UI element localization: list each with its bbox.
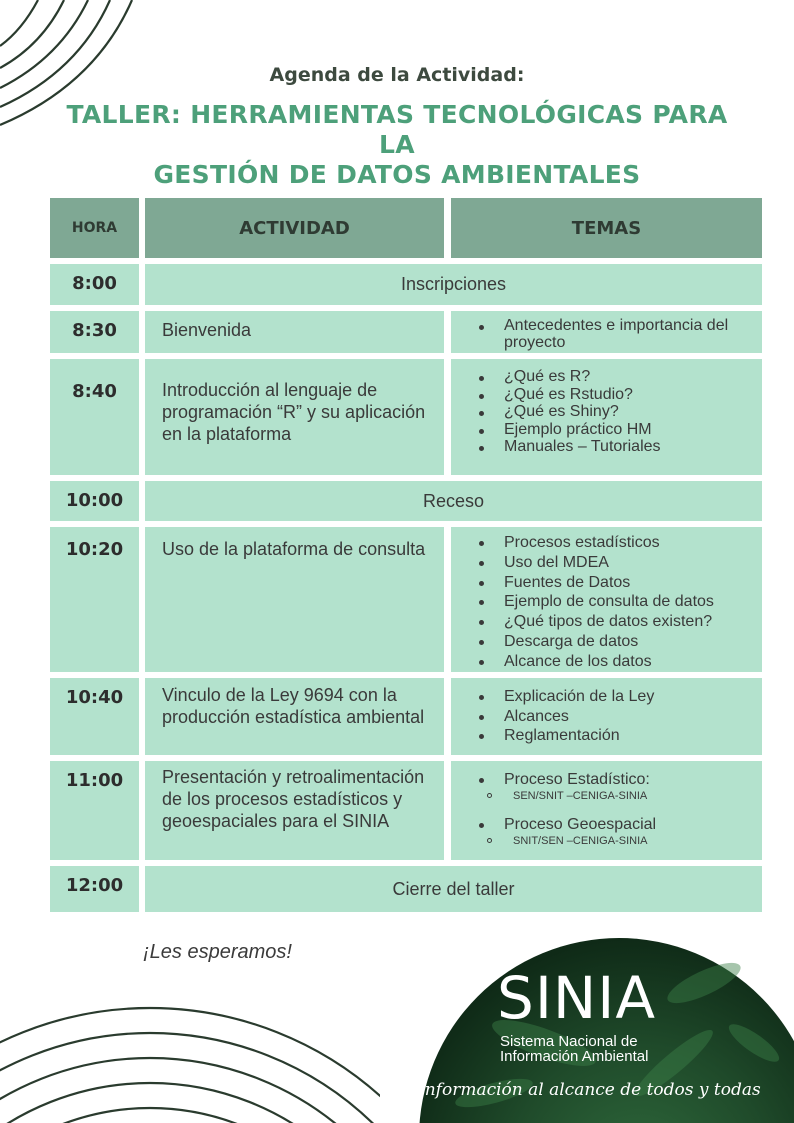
tema-item: Antecedentes e importancia del proyecto [475,317,756,351]
tema-item: Proceso Geoespacial [475,815,756,834]
logo-subtitle-line-1: Sistema Nacional de [500,1033,638,1050]
column-header-actividad-label: ACTIVIDAD [239,217,350,239]
temas-cell [451,311,762,353]
tema-item: Fuentes de Datos [475,573,756,593]
temas-cell [451,359,762,475]
actividad-cell: Uso de la plataforma de consulta [145,527,444,672]
span-cell-label: Receso [422,490,485,511]
tema-item: ¿Qué es Rstudio? [475,386,756,404]
hora-cell: 8:30 [50,311,139,353]
column-header-temas [451,198,762,258]
slogan: Información al alcance de todos y todas [418,1080,761,1100]
tema-item: Uso del MDEA [475,553,756,573]
hora-cell: 12:00 [50,866,139,912]
tema-item: Descarga de datos [475,632,756,652]
hora-cell: 11:00 [50,761,139,860]
actividad-cell: Introducción al lenguaje de programación “R” y su aplicación en la plataforma [145,359,444,475]
column-header-hora [50,198,139,258]
hora-cell: 10:20 [50,527,139,672]
logo-subtitle-line-2: Información Ambiental [500,1048,649,1065]
title-line-1: TALLER: HERRAMIENTAS TECNOLÓGICAS PARA LA [66,100,728,159]
span-cell [145,264,762,305]
hora-cell: 8:40 [50,359,139,475]
hora-cell: 8:00 [50,264,139,305]
hora-cell: 10:40 [50,678,139,755]
tema-item: Alcances [475,707,756,727]
span-cell [145,866,762,912]
tema-item: ¿Qué es Shiny? [475,403,756,421]
temas-cell [451,761,762,860]
tema-item: ¿Qué tipos de datos existen? [475,612,756,632]
tema-item: Procesos estadísticos [475,533,756,553]
tema-subitem: SNIT/SEN –CENIGA-SINIA [475,834,756,848]
tema-item: Ejemplo práctico HM [475,421,756,439]
tema-item: Manuales – Tutoriales [475,438,756,456]
agenda-subtitle: Agenda de la Actividad: [269,64,525,86]
title-line-2: GESTIÓN DE DATOS AMBIENTALES [153,160,641,189]
sinia-logo-subtitle [500,1034,648,1064]
tema-item: Alcance de los datos [475,652,756,672]
tema-item: Reglamentación [475,726,756,746]
actividad-cell: Bienvenida [145,311,444,353]
span-cell-label: Cierre del taller [392,878,515,899]
sinia-logo: SINIA [497,964,657,1032]
tema-subitem: SEN/SNIT –CENIGA-SINIA [475,789,756,803]
hora-cell: 10:00 [50,481,139,521]
span-cell-label: Inscripciones [400,274,507,294]
tema-item: Proceso Estadístico: [475,770,756,789]
span-cell [145,481,762,521]
column-header-temas-label: TEMAS [571,217,642,239]
actividad-cell: Presentación y retroalimentación de los procesos estadísticos y geoespaciales para el SINIA [145,761,444,860]
column-header-hora-label: HORA [71,220,118,236]
closing-message: ¡Les esperamos! [143,941,292,963]
tema-item: Explicación de la Ley [475,687,756,707]
temas-cell [451,527,762,672]
temas-cell [451,678,762,755]
tema-item: ¿Qué es R? [475,368,756,386]
tema-item: Ejemplo de consulta de datos [475,592,756,612]
column-header-actividad [145,198,444,258]
actividad-cell: Vinculo de la Ley 9694 con la producción estadística ambiental [145,678,444,755]
